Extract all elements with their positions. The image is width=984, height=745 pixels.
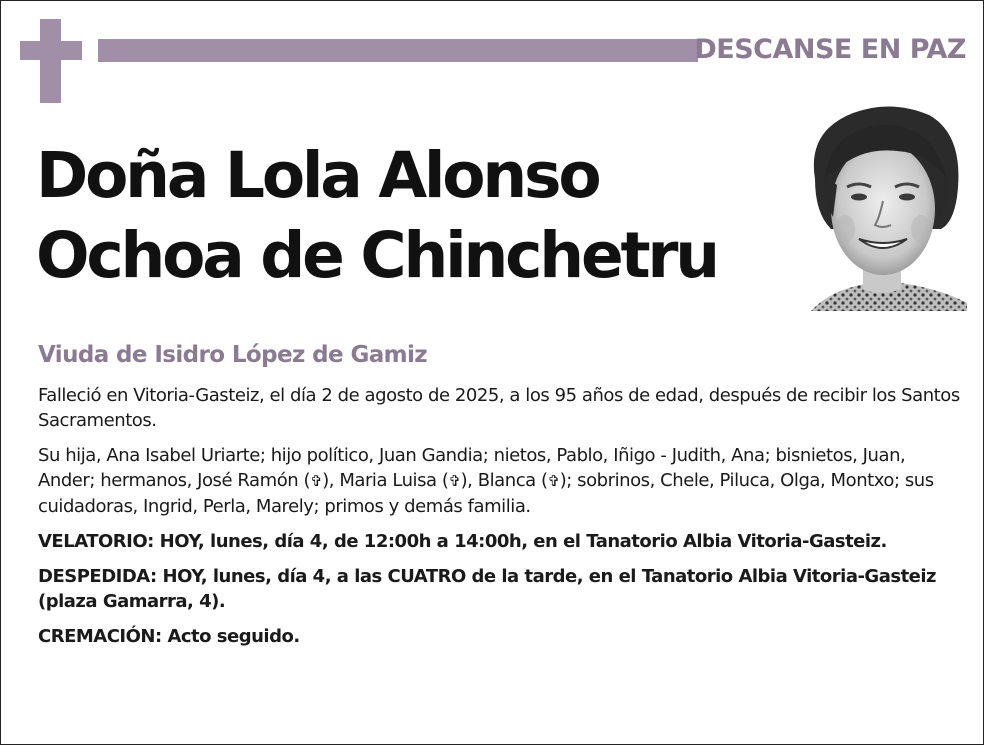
deceased-cross-icon: ✞ (310, 472, 323, 490)
name-line-1: Doña Lola Alonso (36, 139, 599, 212)
widow-of-line: Viuda de Isidro López de Gamiz (38, 342, 428, 368)
deceased-cross-icon: ✞ (547, 472, 560, 490)
wake-info: VELATORIO: HOY, lunes, día 4, de 12:00h a 14:00h, en el Tanatorio Albia Vitoria-Gasteiz. (38, 531, 887, 552)
deceased-name (36, 136, 796, 296)
notice-body (38, 383, 963, 659)
latin-cross-icon (20, 19, 82, 103)
death-notice: Falleció en Vitoria-Gasteiz, el día 2 de agosto de 2025, a los 95 años de edad, después de recibir los Santos Sacramentos. (38, 385, 960, 431)
header-bar (98, 39, 698, 62)
name-line-2: Ochoa de Chinchetru (36, 219, 717, 292)
farewell-info: DESPEDIDA: HOY, lunes, día 4, a las CUATRO de la tarde, en el Tanatorio Albia Vitoria-Gasteiz (plaza Gamarra, 4). (38, 566, 937, 612)
cremation-info: CREMACIÓN: Acto seguido. (38, 626, 300, 647)
portrait-photo (801, 101, 967, 311)
deceased-cross-icon: ✞ (448, 472, 461, 490)
rest-in-peace-label: DESCANSE EN PAZ (694, 34, 966, 65)
family-list: Su hija, Ana Isabel Uriarte; hijo político, Juan Gandia; nietos, Pablo, Iñigo - Judith, Ana; bisnietos, Juan, Ander; hermanos, José Ramón (✞), Maria Luisa (✞), Blanca (✞); sobrinos, Chele, Piluca, Olga, Montxo; sus cuidadoras, Ingrid, Perla, Marely; primos y demás familia. (38, 445, 934, 517)
